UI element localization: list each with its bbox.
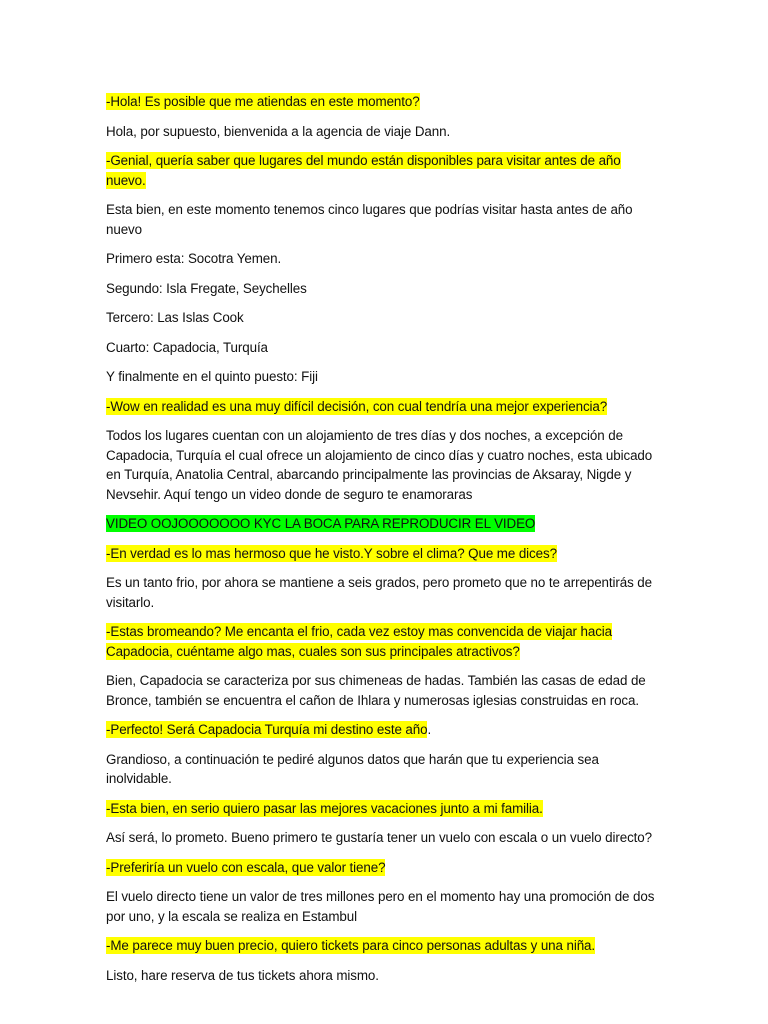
dialogue-paragraph bbox=[106, 338, 658, 358]
dialogue-paragraph bbox=[106, 279, 658, 299]
paragraph-text: VIDEO OOJOOOOOOO KYC LA BOCA PARA REPRODUCIR EL VIDEO bbox=[106, 516, 536, 531]
paragraph-text: -Esta bien, en serio quiero pasar las mejores vacaciones junto a mi familia. bbox=[106, 800, 543, 816]
paragraph-text: Cuarto: Capadocia, Turquía bbox=[106, 339, 268, 355]
dialogue-paragraph bbox=[106, 936, 658, 956]
dialogue-paragraph bbox=[106, 308, 658, 328]
paragraph-text: -Estas bromeando? Me encanta el frio, cada vez estoy mas convencida de viajar hacia Capadocia, cuéntame algo mas, cuales son sus principales atractivos? bbox=[106, 624, 613, 659]
paragraph-text: -Wow en realidad es una muy difícil decisión, con cual tendría una mejor experiencia? bbox=[106, 398, 608, 414]
dialogue-paragraph bbox=[106, 544, 658, 564]
paragraph-text: Primero esta: Socotra Yemen. bbox=[106, 251, 282, 266]
paragraph-text: -Preferiría un vuelo con escala, que valor tiene? bbox=[106, 859, 386, 875]
dialogue-paragraph bbox=[106, 92, 658, 112]
dialogue-paragraph bbox=[106, 799, 658, 819]
paragraph-text: Todos los lugares cuentan con un alojamiento de tres días y dos noches, a excepción de Capadocia, Turquía el cual ofrece un alojamiento de cinco días y cuatro noches, esta ubicado en Turquía, Anatolia Central, abarcando principalmente las provincias de Aksaray, Nigde y Nevsehir. Aquí tengo un video donde de seguro te enamoraras bbox=[106, 428, 653, 502]
dialogue-paragraph bbox=[106, 622, 658, 661]
dialogue-paragraph bbox=[106, 426, 658, 504]
paragraph-text: Así será, lo prometo. Bueno primero te gustaría tener un vuelo con escala o un vuelo directo? bbox=[106, 830, 652, 845]
dialogue-paragraph bbox=[106, 887, 658, 926]
dialogue-paragraph bbox=[106, 671, 658, 710]
dialogue-paragraph bbox=[106, 573, 658, 612]
paragraph-text: El vuelo directo tiene un valor de tres millones pero en el momento hay una promoción de dos por uno, y la escala se realiza en Estambul bbox=[106, 889, 655, 924]
paragraph-text: Hola, por supuesto, bienvenida a la agencia de viaje Dann. bbox=[106, 123, 451, 139]
dialogue-paragraph bbox=[106, 367, 658, 387]
dialogue-paragraph bbox=[106, 249, 658, 269]
dialogue-paragraph bbox=[106, 750, 658, 789]
paragraph-text: Tercero: Las Islas Cook bbox=[106, 310, 244, 325]
paragraph-text: -Me parece muy buen precio, quiero tickets para cinco personas adultas y una niña. bbox=[106, 938, 596, 953]
paragraph-text: Listo, hare reserva de tus tickets ahora mismo. bbox=[106, 967, 379, 983]
dialogue-paragraph bbox=[106, 966, 658, 986]
paragraph-text: -Hola! Es posible que me atiendas en este momento? bbox=[106, 94, 420, 109]
paragraph-text: Segundo: Isla Fregate, Seychelles bbox=[106, 280, 307, 296]
dialogue-paragraph bbox=[106, 828, 658, 848]
dialogue-paragraph bbox=[106, 397, 658, 417]
dialogue-paragraph bbox=[106, 151, 658, 190]
dialogue-paragraph bbox=[106, 858, 658, 878]
paragraph-text: -Perfecto! Será Capadocia Turquía mi destino este año bbox=[106, 722, 428, 737]
dialogue-paragraph bbox=[106, 200, 658, 239]
document-body bbox=[106, 92, 658, 985]
paragraph-text: -En verdad es lo mas hermoso que he visto.Y sobre el clima? Que me dices? bbox=[106, 545, 557, 561]
dialogue-paragraph bbox=[106, 122, 658, 142]
paragraph-text: Bien, Capadocia se caracteriza por sus chimeneas de hadas. También las casas de edad de Bronce, también se encuentra el cañon de Ihlara y numerosas iglesias construidas en roca. bbox=[106, 673, 646, 708]
paragraph-text: -Genial, quería saber que lugares del mundo están disponibles para visitar antes de año nuevo. bbox=[106, 153, 621, 188]
paragraph-text: Y finalmente en el quinto puesto: Fiji bbox=[106, 369, 318, 384]
paragraph-text: Es un tanto frio, por ahora se mantiene a seis grados, pero prometo que no te arrepentirás de visitarlo. bbox=[106, 575, 653, 610]
paragraph-suffix: . bbox=[427, 722, 432, 737]
dialogue-paragraph bbox=[106, 720, 658, 740]
paragraph-text: Esta bien, en este momento tenemos cinco lugares que podrías visitar hasta antes de año nuevo bbox=[106, 202, 633, 237]
paragraph-text: Grandioso, a continuación te pediré algunos datos que harán que tu experiencia sea inolvidable. bbox=[106, 751, 599, 786]
dialogue-paragraph bbox=[106, 514, 658, 534]
